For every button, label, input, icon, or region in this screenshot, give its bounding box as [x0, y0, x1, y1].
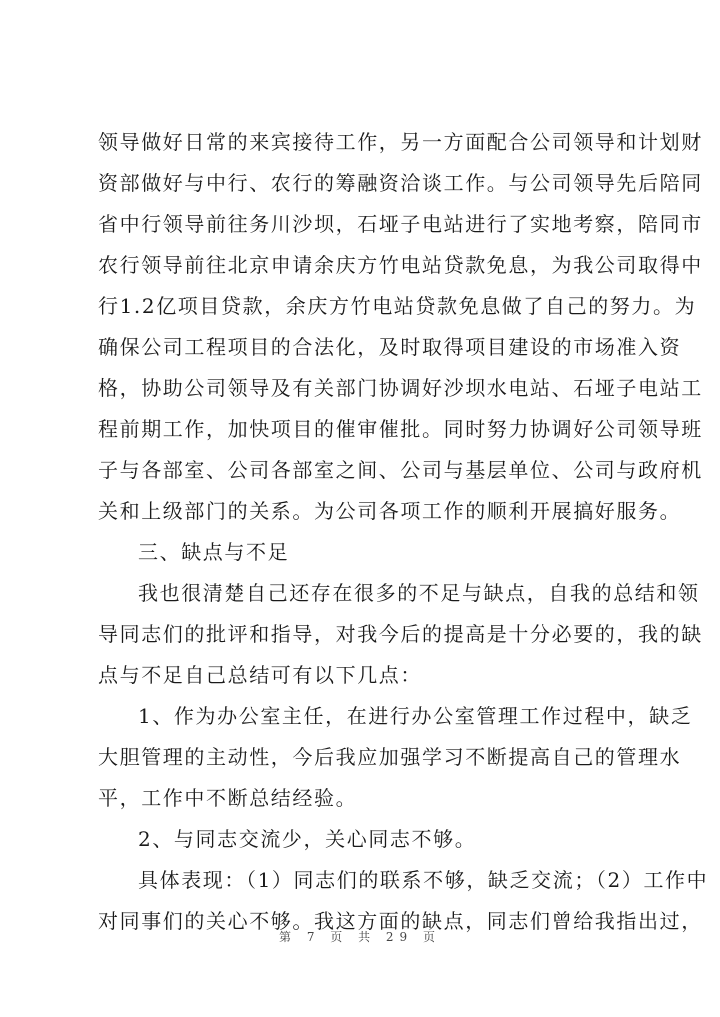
body-line: 点与不足自己总结可有以下几点： — [98, 663, 422, 687]
body-line: 省中行领导前往务川沙坝，石垭子电站进行了实地考察，陪同市 — [98, 212, 703, 236]
body-line: 导同志们的批评和指导，对我今后的提高是十分必要的，我的缺 — [98, 622, 703, 646]
body-line: 大胆管理的主动性，今后我应加强学习不断提高自己的管理水 — [98, 745, 682, 769]
body-line: 子与各部室、公司各部室之间、公司与基层单位、公司与政府机 — [98, 458, 703, 482]
list-item-1: 1、作为办公室主任，在进行办公室管理工作过程中，缺乏 — [138, 704, 693, 728]
document-body — [98, 122, 709, 942]
body-line: 资部做好与中行、农行的筹融资洽谈工作。与公司领导先后陪同 — [98, 171, 703, 195]
body-line: 领导做好日常的来宾接待工作，另一方面配合公司领导和计划财 — [98, 130, 703, 154]
body-line: 关和上级部门的关系。为公司各项工作的顺利开展搞好服务。 — [98, 499, 682, 523]
body-line: 程前期工作，加快项目的催审催批。同时努力协调好公司领导班 — [98, 417, 703, 441]
body-line: 具体表现：（1）同志们的联系不够，缺乏交流；（2）工作中 — [138, 868, 709, 892]
body-line: 农行领导前往北京申请余庆方竹电站贷款免息，为我公司取得中 — [98, 253, 703, 277]
body-line: 行1.2亿项目贷款，余庆方竹电站贷款免息做了自己的努力。为 — [98, 294, 697, 318]
body-line: 平，工作中不断总结经验。 — [98, 786, 358, 810]
section-heading: 三、缺点与不足 — [138, 540, 290, 564]
body-line: 对同事们的关心不够。我这方面的缺点，同志们曾给我指出过， — [98, 909, 703, 933]
body-line: 确保公司工程项目的合法化，及时取得项目建设的市场准入资 — [98, 335, 682, 359]
page-footer: 第 7 页 共 29 页 — [279, 930, 441, 944]
list-item-2: 2、与同志交流少，关心同志不够。 — [138, 827, 477, 851]
body-line: 我也很清楚自己还存在很多的不足与缺点，自我的总结和领 — [138, 581, 700, 605]
body-line: 格，协助公司领导及有关部门协调好沙坝水电站、石垭子电站工 — [98, 376, 703, 400]
